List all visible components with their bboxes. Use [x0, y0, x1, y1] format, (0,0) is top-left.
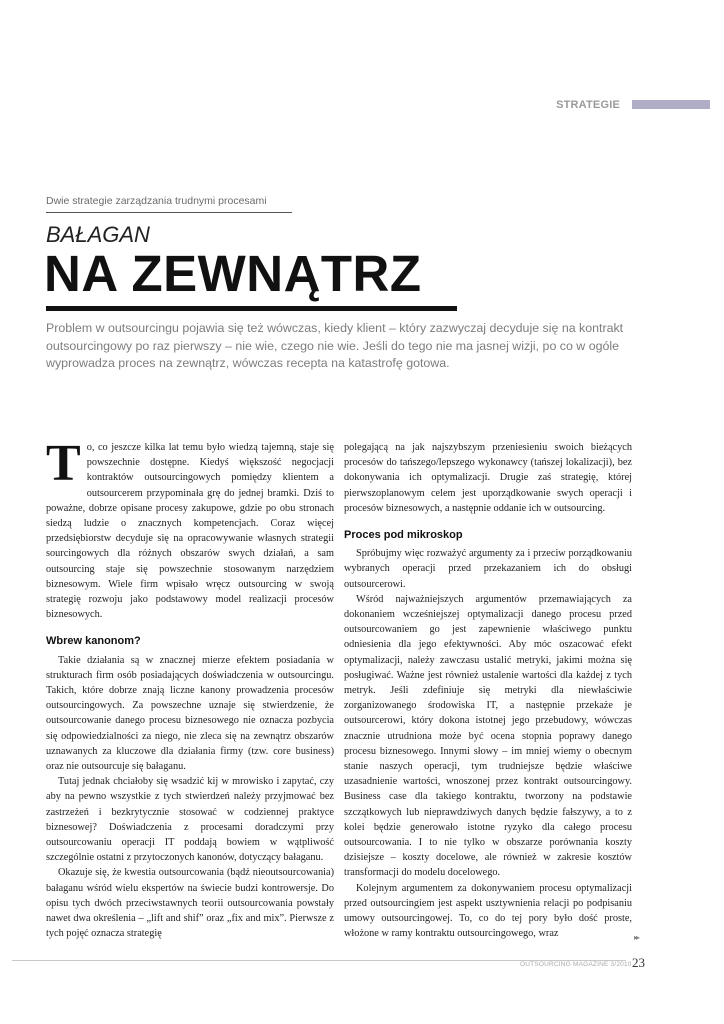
article-kicker: Dwie strategie zarządzania trudnymi procesami: [46, 194, 292, 213]
paragraph: Wśród najważniejszych argumentów przemawiających za dokonaniem wcześniejszej optymalizacji danego procesu przed outsourcowaniem go jest zapewnienie właściwego punktu odniesienia dla jego efektywności. Aby móc oszacować efekt optymalizacji, należy zawczasu ustalić metryki, jakimi można się posługiwać. Ważne jest również ustalenie wartości dla każdej z tych metryk. Jeśli zdefiniuje się metryki dla niewłaściwie zorganizowanego środowiska IT, a następnie przekaże je outsourcerowi, który dokona istotnej jego przebudowy, wówczas znacznie utrudniona może być ocena stopnia poprawy danego procesu biznesowego. Innymi słowy – im mniej wiemy o obecnym stanie naszych operacji, tym trudniejsze będzie właściwe uzasadnienie wartości, wnoszonej przez kontrakt outsourcingowy. Business case dla takiego kontraktu, tworzony na podstawie szczątkowych lub nieprawdziwych danych będzie fałszywy, a to z kolei będzie generowało istotne ryzyko dla całego procesu outsourcowania. I to nie tylko w obszarze porównania koszty dzisiejsze – koszty docelowe, ale również w zakresie kosztów transformacji do modelu docelowego.: [344, 593, 632, 879]
section-accent-bar: [632, 100, 710, 109]
paragraph-intro: [46, 435, 334, 622]
subheading-wbrew-kanonom: Wbrew kanonom?: [46, 635, 141, 648]
paragraph: Kolejnym argumentem za dokonywaniem procesu optymalizacji przed outsourcingiem jest aspekt usztywnienia relacji po podpisaniu umowy outsourcingowej. To, co do tej pory było dość proste, włożone w ramy kontraktu outsourcingowego, wraz: [344, 882, 632, 940]
drop-cap: T: [46, 435, 81, 492]
article-title-top: BAŁAGAN: [46, 222, 150, 247]
article-lead: Problem w outsourcingu pojawia się też wówczas, kiedy klient – który zazwyczaj decyduje się na kontrakt outsourcingowy po raz pierwszy – nie wie, czego nie wie. Jeśli do tego nie ma jasnej wizji, po co w ogóle wyprowadza proces na zewnątrz, wówczas recepta na katastrofę gotowa.: [46, 321, 624, 370]
paragraph: Tutaj jednak chciałoby się wsadzić kij w mrowisko i zapytać, czy aby na pewno wszystkie z tych stwierdzeń należy przyjmować bez zastrzeżeń i bezkrytycznie stosować w codziennej praktyce biznesowej? Doświadczenia z procesami doradczymi przy outsourcowaniu operacji IT poddają bowiem w wątpliwość szczególnie ostatni z przytoczonych kanonów, dotyczący bałaganu.: [46, 776, 334, 864]
paragraph: Takie działania są w znacznej mierze efektem posiadania w strukturach firm osób posiadających doświadczenia w outsourcingu. Takich, które dobrze znają liczne kanony prowadzenia procesów outsourcingowych. Za powszechne uznaje się stwierdzenie, że outsourcowanie danego procesu biznesowego nie oznacza pozbycia się odpowiedzialności za niego, nie zleca się na zewnątrz obszarów uznawanych za kluczowe dla działania firmy (tzw. core business) oraz nie outsourcuje się bałaganu.: [46, 654, 334, 773]
section-label: STRATEGIE: [556, 99, 620, 111]
footer-magazine: OUTSOURCING MAGAZINE 3/2010: [520, 961, 632, 968]
paragraph: polegającą na jak najszybszym przeniesieniu swoich bieżących procesów do tańszego/lepszego wykonawcy (tańszej lokalizacji), bez dokonywania ich optymalizacji. Drugie zaś strategię, której pierwszoplanowym celem jest uporządkowanie swych operacji i procesów biznesowych, a następnie oddanie ich w outsourcing.: [344, 442, 632, 514]
article-title-main: NA ZEWNĄTRZ: [44, 245, 422, 302]
paragraph-intro-text: o, co jeszcze kilka lat temu było wiedzą tajemną, staje się powszechnie dostępne. Kiedyś większość negocjacji kontraktów outsourcingowych pomiędzy klientem a outsourcerem przypominała grę do jednej bramki. Dziś to poważne, dobrze opisane procesy zakupowe, gdzie po obu stronach siedzą ludzie o znacznych kompetencjach. Coraz więcej przedsiębiorstw decyduje się na opracowywanie własnych strategii sourcingowych dla różnych obszarów swych działań, a sam outsourcing staje się powszechnie stosowanym narzędziem biznesowym. Wiele firm wpisało wręcz outsourcing w swoją strategię rozwoju jako podstawowy model realizacji procesów biznesowych.: [46, 442, 334, 621]
article-column-right: [344, 440, 632, 942]
article-column-left: [46, 435, 334, 942]
paragraph: Spróbujmy więc rozważyć argumenty za i przeciw porządkowaniu wybranych operacji przed przekazaniem ich do obsługi outsourcerowi.: [344, 548, 632, 590]
subheading-proces-pod-mikroskop: Proces pod mikroskop: [344, 529, 463, 542]
continue-arrow-icon: ▸▸: [634, 933, 639, 942]
page-number: 23: [632, 955, 645, 970]
paragraph: Okazuje się, że kwestia outsourcowania (bądź nieoutsourcowania) bałaganu wśród wielu ekspertów na świecie budzi kontrowersje. Do opisu tych dwóch przeciwstawnych teorii outsourcowania powstały nawet dwa określenia – „lift and shif” oraz „fix and mix”. Pierwsze z tych pojęć oznacza strategię: [46, 867, 334, 940]
section-tag: [556, 97, 710, 113]
title-underline: [46, 306, 457, 311]
